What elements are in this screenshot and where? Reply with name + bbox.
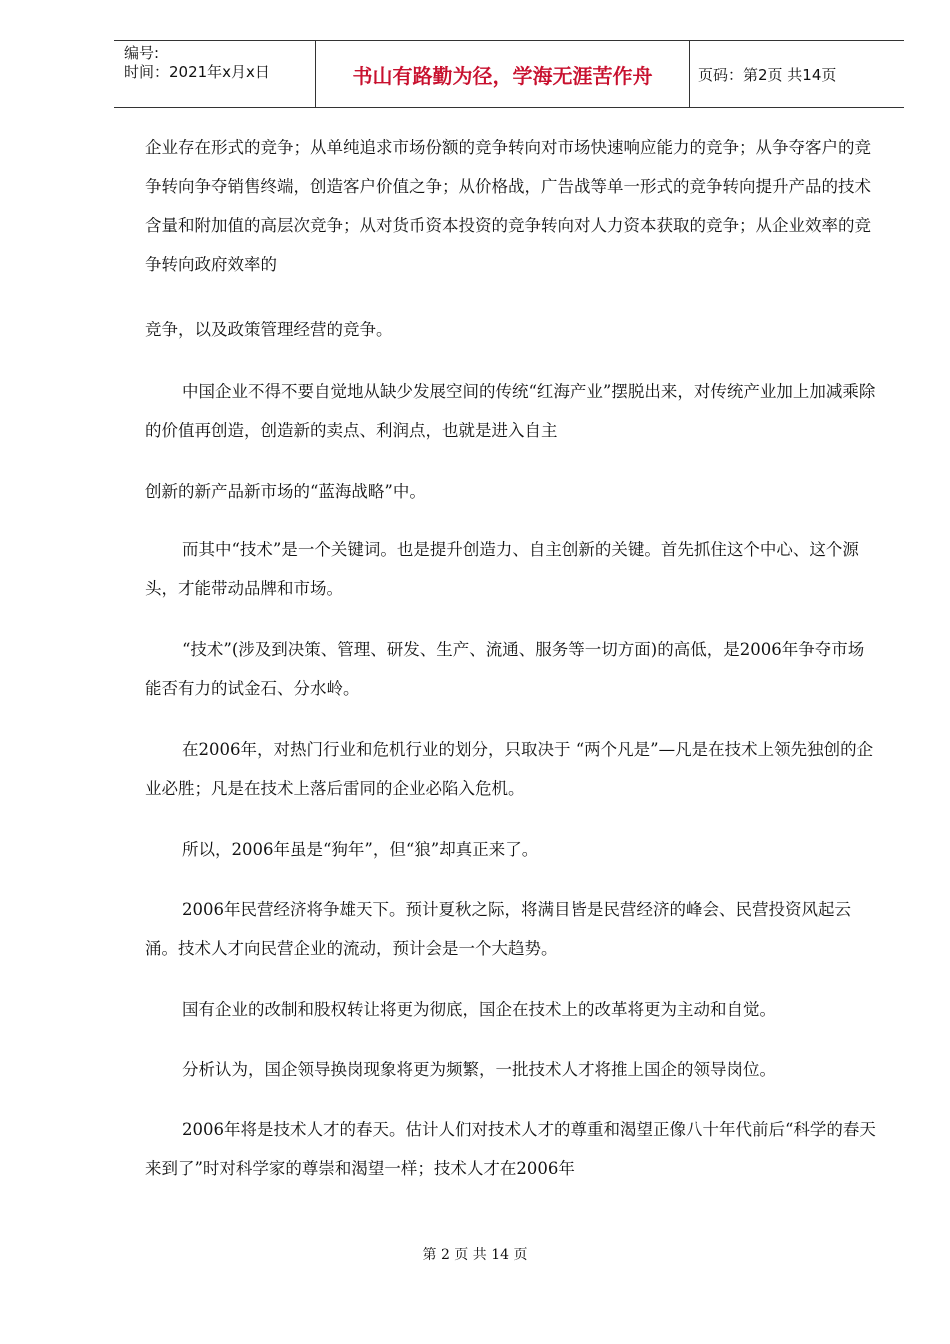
header-page-info: 页码：第2页 共14页 xyxy=(698,66,837,84)
paragraph: 企业存在形式的竞争；从单纯追求市场份额的竞争转向对市场快速响应能力的竞争；从争夺客户的竞争转向争夺销售终端，创造客户价值之争；从价格战，广告战等单一形式的竞争转向提升产品的技术含量和附加值的高层次竞争；从对货币资本投资的竞争转向对人力资本获取的竞争；从企业效率的竞争转向政府效率的 xyxy=(145,138,871,274)
paragraph: 竞争，以及政策管理经营的竞争。 xyxy=(145,320,393,339)
paragraph: 国有企业的改制和股权转让将更为彻底，国企在技术上的改革将更为主动和自觉。 xyxy=(182,1000,776,1019)
paragraph: 分析认为，国企领导换岗现象将更为频繁，一批技术人才将推上国企的领导岗位。 xyxy=(182,1060,776,1079)
header-page-cell xyxy=(690,41,904,107)
paragraph: “技术”(涉及到决策、管理、研发、生产、流通、服务等一切方面)的高低，是2006年争夺市场能否有力的试金石、分水岭。 xyxy=(145,640,865,698)
paragraph: 所以，2006年虽是“狗年”，但“狼”却真正来了。 xyxy=(182,840,539,859)
serial-label: 编号: xyxy=(124,44,160,62)
paragraph: 2006年民营经济将争雄天下。预计夏秋之际，将满目皆是民营经济的峰会、民营投资风起云涌。技术人才向民营企业的流动，预计会是一个大趋势。 xyxy=(145,900,851,958)
paragraph: 2006年将是技术人才的春天。估计人们对技术人才的尊重和渴望正像八十年代前后“科学的春天来到了”时对科学家的尊崇和渴望一样；技术人才在2006年 xyxy=(145,1120,876,1178)
page-footer: 第 2 页 共 14 页 xyxy=(422,1247,528,1263)
page-header xyxy=(114,40,904,108)
header-motto-cell xyxy=(316,41,690,107)
motto: 书山有路勤为径，学海无涯苦作舟 xyxy=(352,64,653,88)
paragraph: 而其中“技术”是一个关键词。也是提升创造力、自主创新的关键。首先抓住这个中心、这个源头，才能带动品牌和市场。 xyxy=(145,540,859,598)
paragraph: 创新的新产品新市场的“蓝海战略”中。 xyxy=(145,482,426,501)
time-label: 时间：2021年x月x日 xyxy=(124,63,270,81)
paragraph: 在2006年，对热门行业和危机行业的划分，只取决于 “两个凡是”—凡是在技术上领先独创的企业必胜；凡是在技术上落后雷同的企业必陷入危机。 xyxy=(145,740,874,798)
paragraph: 中国企业不得不要自觉地从缺少发展空间的传统“红海产业”摆脱出来，对传统产业加上加减乘除的价值再创造，创造新的卖点、利润点，也就是进入自主 xyxy=(145,382,876,440)
header-meta-cell xyxy=(114,41,316,107)
